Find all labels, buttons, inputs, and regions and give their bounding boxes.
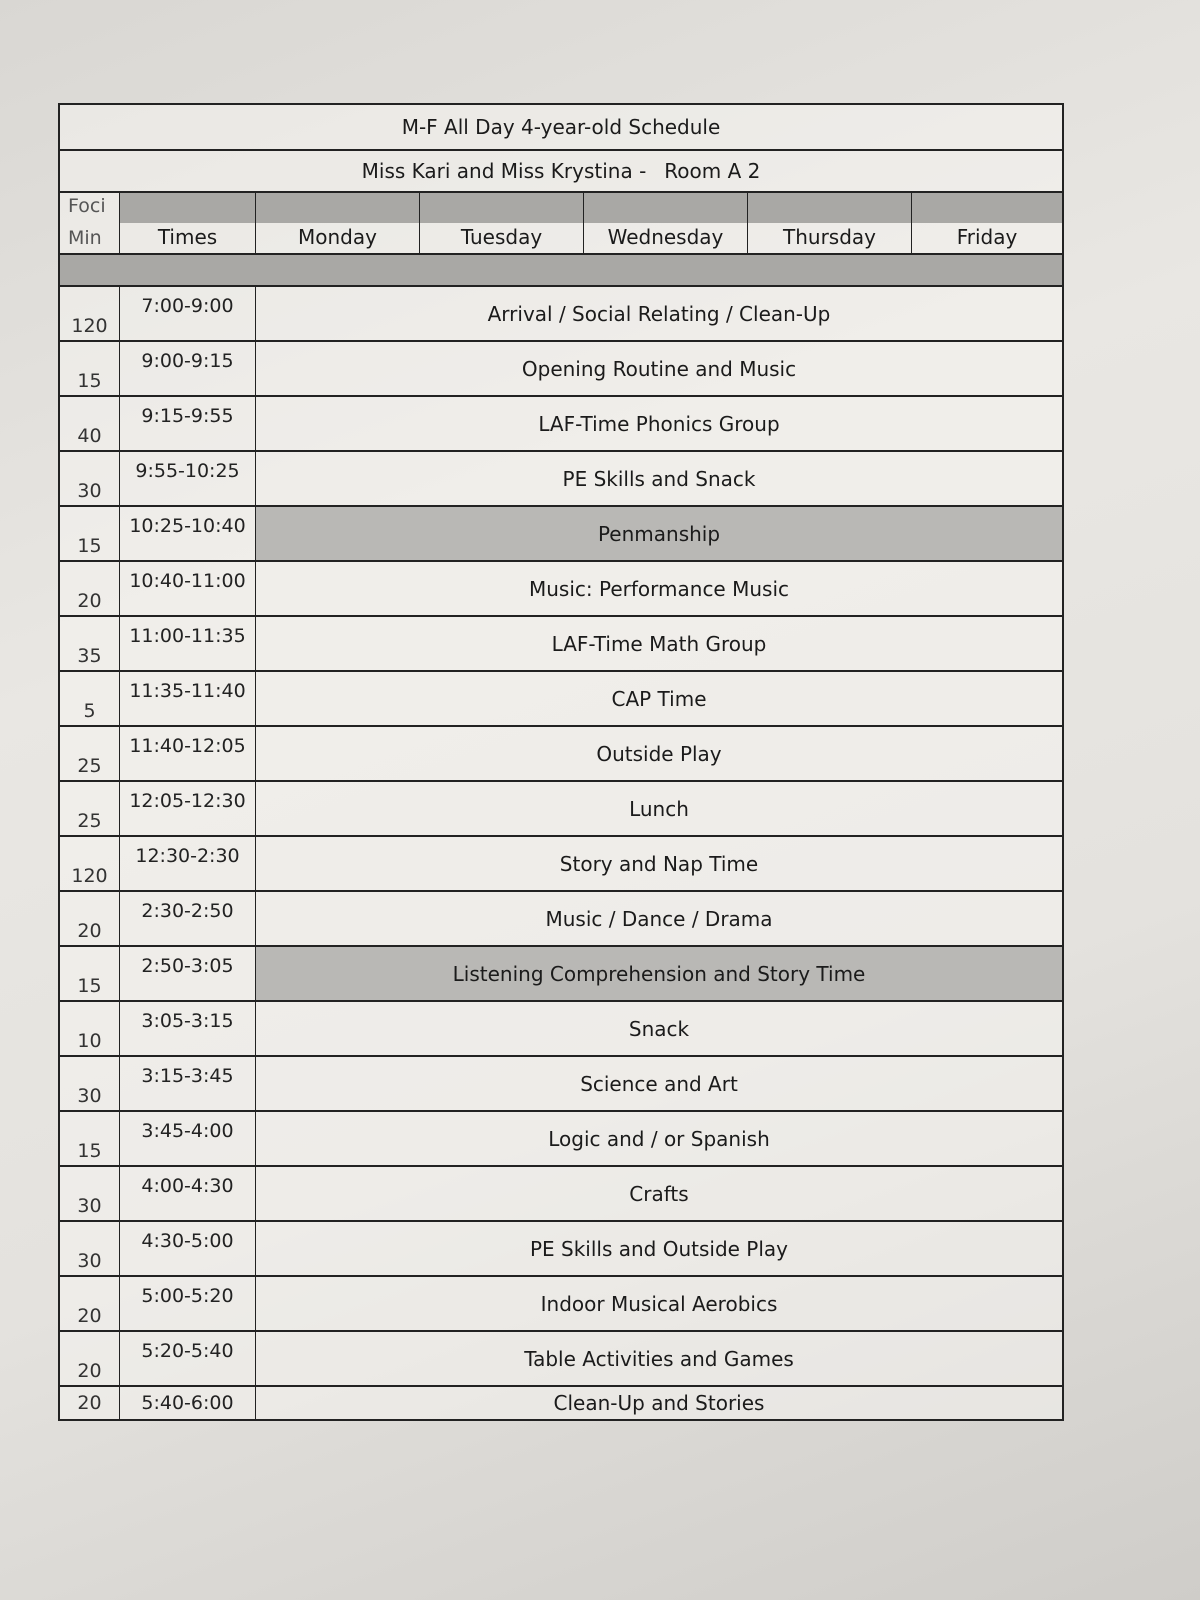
time-cell: 10:40-11:00: [120, 562, 256, 615]
activity-cell: Music: Performance Music: [529, 576, 789, 601]
minutes-cell: 15: [60, 342, 120, 395]
time-cell: 12:05-12:30: [120, 782, 256, 835]
time-cell: 9:15-9:55: [120, 397, 256, 450]
minutes-cell: 30: [60, 452, 120, 505]
schedule-row: [60, 892, 1062, 947]
time-cell: 3:45-4:00: [120, 1112, 256, 1165]
minutes-cell: 25: [60, 782, 120, 835]
schedule-row: [60, 342, 1062, 397]
schedule-row: [60, 1332, 1062, 1387]
activity-cell: Science and Art: [580, 1071, 738, 1096]
time-cell: 4:00-4:30: [120, 1167, 256, 1220]
minutes-cell: 30: [60, 1057, 120, 1110]
schedule-row: [60, 1387, 1062, 1419]
activity-cell: Penmanship: [256, 507, 1062, 560]
minutes-cell: 35: [60, 617, 120, 670]
activity-cell: Music / Dance / Drama: [545, 906, 773, 931]
foci-label: Foci: [68, 195, 106, 217]
teachers-label: Miss Kari and Miss Krystina -: [361, 159, 647, 183]
minutes-cell: 20: [60, 1277, 120, 1330]
room-label: Room A 2: [664, 159, 761, 183]
minutes-cell: 20: [60, 1387, 120, 1419]
time-cell: 2:50-3:05: [120, 947, 256, 1000]
activity-cell: Table Activities and Games: [524, 1346, 794, 1371]
time-cell: 12:30-2:30: [120, 837, 256, 890]
minutes-cell: 25: [60, 727, 120, 780]
activity-cell: Snack: [628, 1016, 690, 1041]
schedule-row: [60, 507, 1062, 562]
activity-cell: LAF-Time Phonics Group: [538, 411, 780, 436]
time-cell: 11:00-11:35: [120, 617, 256, 670]
time-cell: 11:35-11:40: [120, 672, 256, 725]
minutes-cell: 120: [60, 287, 120, 340]
time-cell: 3:15-3:45: [120, 1057, 256, 1110]
friday-header: Friday: [912, 193, 1062, 253]
time-cell: 4:30-5:00: [120, 1222, 256, 1275]
schedule-title: M-F All Day 4-year-old Schedule: [60, 105, 1062, 151]
time-cell: 7:00-9:00: [120, 287, 256, 340]
time-cell: 5:20-5:40: [120, 1332, 256, 1385]
schedule-row: [60, 287, 1062, 342]
schedule-row: [60, 782, 1062, 837]
schedule-row: [60, 1277, 1062, 1332]
activity-cell: Arrival / Social Relating / Clean-Up: [487, 301, 831, 326]
schedule-row: [60, 672, 1062, 727]
activity-cell: Outside Play: [596, 741, 722, 766]
schedule-row: [60, 1057, 1062, 1112]
time-cell: 5:00-5:20: [120, 1277, 256, 1330]
thursday-header: Thursday: [748, 193, 912, 253]
minutes-cell: 15: [60, 507, 120, 560]
activity-cell: LAF-Time Math Group: [551, 631, 767, 656]
schedule-rows: [60, 287, 1062, 1419]
activity-cell: PE Skills and Snack: [562, 466, 756, 491]
minutes-cell: 10: [60, 1002, 120, 1055]
min-label: Min: [68, 227, 102, 249]
minutes-cell: 20: [60, 562, 120, 615]
time-cell: 2:30-2:50: [120, 892, 256, 945]
schedule-row: [60, 562, 1062, 617]
schedule-sheet: [58, 103, 1064, 1421]
foci-min-header: [60, 193, 120, 253]
activity-cell: Story and Nap Time: [559, 851, 759, 876]
minutes-cell: 15: [60, 1112, 120, 1165]
schedule-row: [60, 1167, 1062, 1222]
activity-cell: Lunch: [629, 796, 689, 821]
wednesday-header: Wednesday: [584, 193, 748, 253]
minutes-cell: 5: [60, 672, 120, 725]
time-cell: 3:05-3:15: [120, 1002, 256, 1055]
schedule-row: [60, 1222, 1062, 1277]
schedule-row: [60, 397, 1062, 452]
time-cell: 11:40-12:05: [120, 727, 256, 780]
table-header: [60, 193, 1062, 255]
tuesday-header: Tuesday: [420, 193, 584, 253]
schedule-row: [60, 452, 1062, 507]
activity-cell: Indoor Musical Aerobics: [540, 1291, 778, 1316]
minutes-cell: 20: [60, 1332, 120, 1385]
schedule-row: [60, 617, 1062, 672]
minutes-cell: 40: [60, 397, 120, 450]
monday-header: Monday: [256, 193, 420, 253]
minutes-cell: 15: [60, 947, 120, 1000]
header-gray-band: [60, 255, 1062, 287]
activity-cell: Opening Routine and Music: [521, 356, 797, 381]
minutes-cell: 20: [60, 892, 120, 945]
schedule-row: [60, 1002, 1062, 1057]
activity-cell: Logic and / or Spanish: [548, 1126, 770, 1151]
schedule-row: [60, 727, 1062, 782]
activity-cell: Crafts: [629, 1181, 689, 1206]
schedule-subtitle: [60, 151, 1062, 193]
activity-cell: Clean-Up and Stories: [553, 1391, 765, 1415]
activity-cell: PE Skills and Outside Play: [529, 1236, 789, 1261]
times-header: Times: [120, 193, 256, 253]
time-cell: 10:25-10:40: [120, 507, 256, 560]
minutes-cell: 120: [60, 837, 120, 890]
schedule-row: [60, 837, 1062, 892]
minutes-cell: 30: [60, 1222, 120, 1275]
activity-cell: Listening Comprehension and Story Time: [256, 947, 1062, 1000]
minutes-cell: 30: [60, 1167, 120, 1220]
schedule-row: [60, 947, 1062, 1002]
time-cell: 9:55-10:25: [120, 452, 256, 505]
time-cell: 9:00-9:15: [120, 342, 256, 395]
schedule-row: [60, 1112, 1062, 1167]
time-cell: 5:40-6:00: [120, 1387, 256, 1419]
activity-cell: CAP Time: [611, 686, 707, 711]
